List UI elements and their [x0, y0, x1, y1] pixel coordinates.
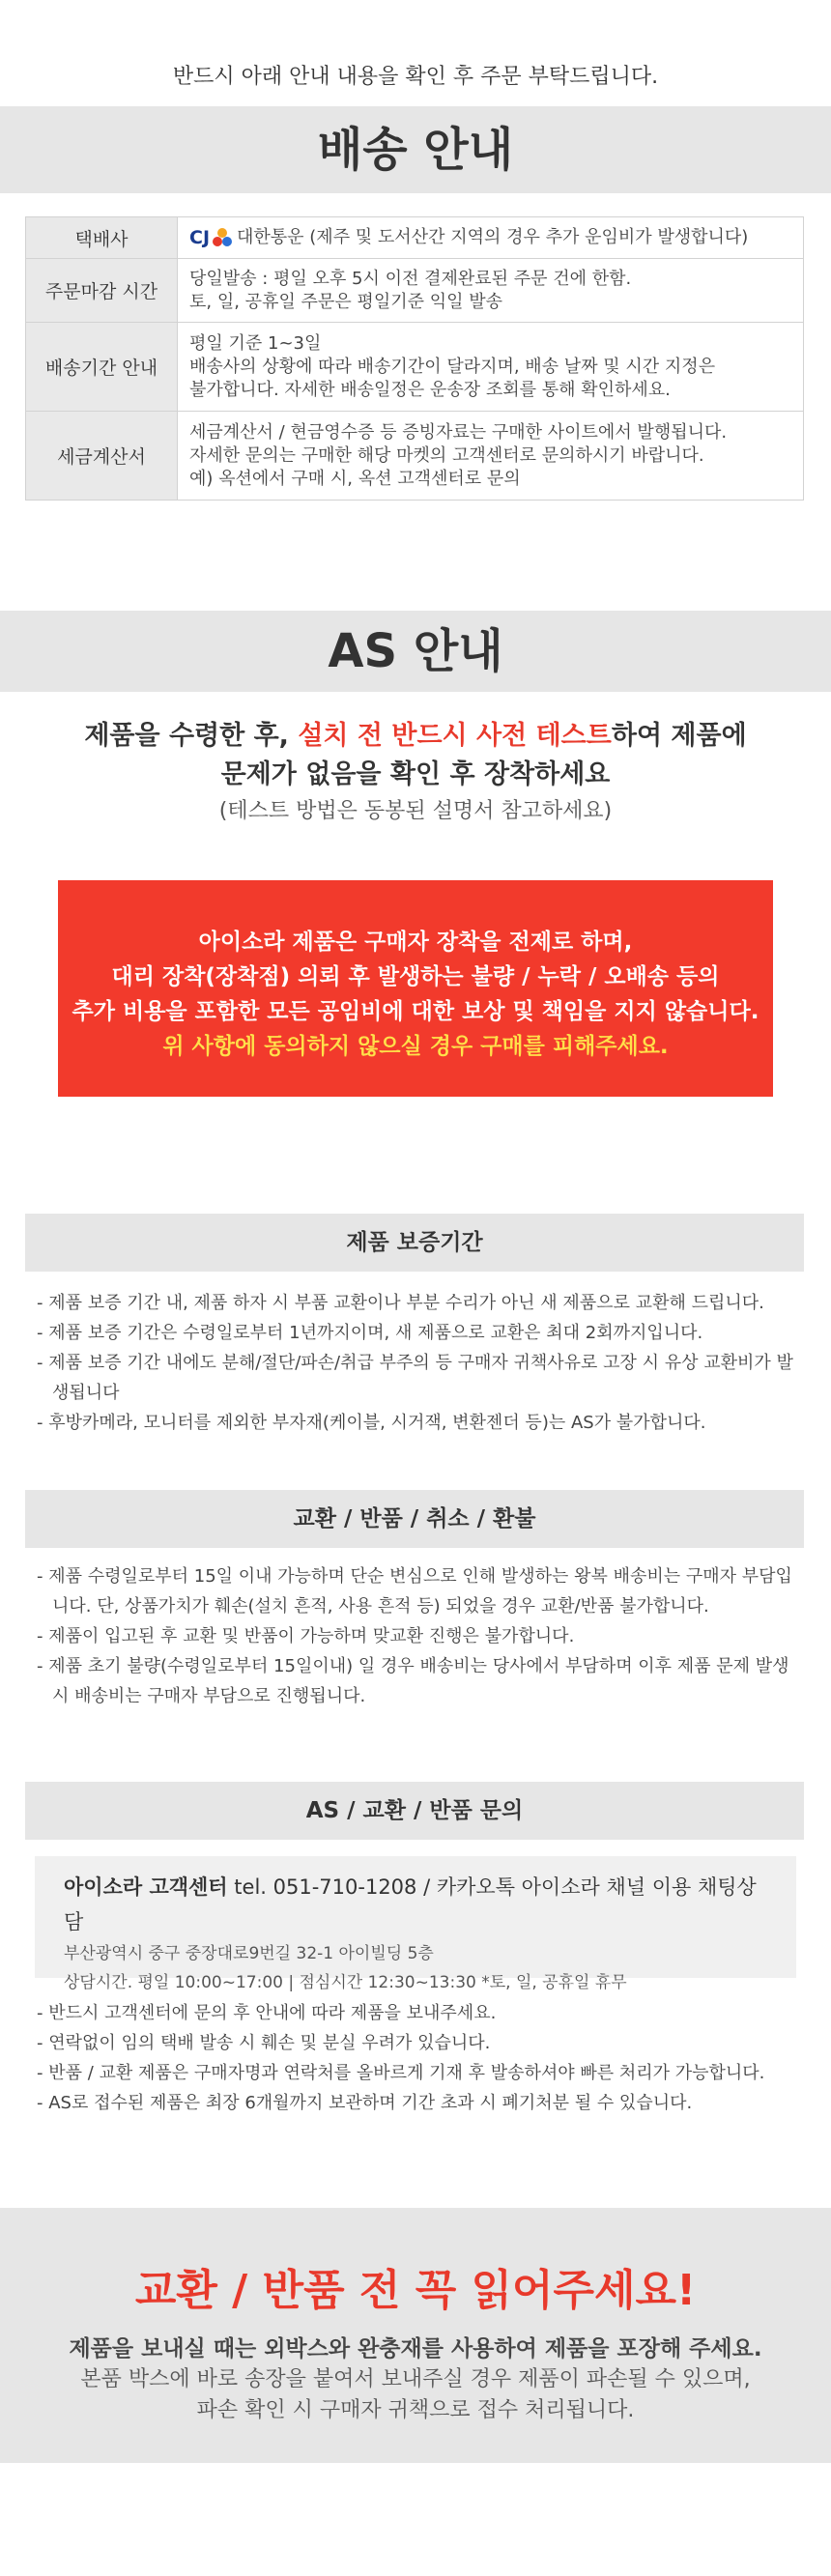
final-title: 교환 / 반품 전 꼭 읽어주세요!	[134, 2266, 697, 2315]
contact-line	[64, 1870, 767, 1939]
list-item: - 연락없이 임의 택배 발송 시 훼손 및 분실 우려가 있습니다.	[37, 2033, 491, 2053]
as-lead-line2: 문제가 없음을 확인 후 장착하세요	[220, 759, 611, 789]
warning-yellow-line: 위 사항에 동의하지 않으실 경우 구매를 피해주세요.	[162, 1034, 669, 1059]
final-line2: 본품 박스에 바로 송장을 붙여서 보내주실 경우 제품이 파손될 수 있으며,	[80, 2367, 751, 2391]
cj-logo-icon	[212, 227, 233, 248]
warranty-list	[37, 1288, 800, 1438]
final-line1: 제품을 보내실 때는 외박스와 완충재를 사용하여 제품을 포장해 주세요.	[69, 2336, 762, 2361]
order-notice: 반드시 아래 안내 내용을 확인 후 주문 부탁드립니다.	[172, 65, 659, 89]
center-name: 아이소라 고객센터	[64, 1875, 228, 1899]
warning-box	[58, 880, 773, 1097]
list-item: - 제품 보증 기간은 수령일로부터 1년까지이며, 새 제품으로 교환은 최대 2회까지입니다.	[37, 1323, 703, 1343]
table-row	[26, 323, 804, 412]
list-item: - 제품 보증 기간 내, 제품 하자 시 부품 교환이나 부분 수리가 아닌 새 제품으로 교환해 드립니다.	[37, 1293, 764, 1313]
inquiry-title: AS / 교환 / 반품 문의	[25, 1782, 804, 1840]
list-item: - 제품이 입고된 후 교환 및 반품이 가능하며 맞교환 진행은 불가합니다.	[37, 1626, 575, 1646]
list-item: - 제품 보증 기간 내에도 분해/절단/파손/취급 부주의 등 구매자 귀책사유로 고장 시 유상 교환비가 발생됩니다	[37, 1353, 793, 1403]
shipping-table	[25, 216, 804, 501]
row-label: 배송기간 안내	[26, 323, 178, 412]
returns-title: 교환 / 반품 / 취소 / 환불	[25, 1490, 804, 1548]
row-line: 세금계산서 / 현금영수증 등 증빙자료는 구매한 사이트에서 발행됩니다.	[189, 421, 728, 443]
final-notice	[0, 2208, 831, 2463]
carrier	[189, 226, 748, 249]
warning-line: 추가 비용을 포함한 모든 공임비에 대한 보상 및 책임을 지지 않습니다.	[72, 999, 759, 1024]
final-line3: 파손 확인 시 구매자 귀책으로 접수 처리됩니다.	[196, 2398, 635, 2422]
returns-list	[37, 1561, 800, 1711]
row-line: 예) 옥션에서 구매 시, 옥션 고객센터로 문의	[189, 468, 521, 489]
as-lead-highlight: 설치 전 반드시 사전 테스트	[298, 721, 612, 751]
warranty-title: 제품 보증기간	[25, 1214, 804, 1272]
shipping-title: 배송 안내	[0, 106, 831, 193]
as-lead-line1	[0, 717, 831, 756]
list-item: - 후방카메라, 모니터를 제외한 부자재(케이블, 시거잭, 변환젠더 등)는 AS가 불가합니다.	[37, 1413, 706, 1433]
table-row	[26, 217, 804, 259]
row-label: 주문마감 시간	[26, 259, 178, 323]
cj-label: CJ	[189, 226, 211, 248]
row-label: 세금계산서	[26, 412, 178, 501]
contact-box	[35, 1856, 796, 1992]
row-line: 당일발송 : 평일 오후 5시 이전 결제완료된 주문 건에 한함.	[189, 268, 632, 289]
table-row	[26, 259, 804, 323]
list-item: - AS로 접수된 제품은 최장 6개월까지 보관하며 기간 초과 시 폐기처분 될 수 있습니다.	[37, 2093, 693, 2113]
list-item: - 반드시 고객센터에 문의 후 안내에 따라 제품을 보내주세요.	[37, 2003, 497, 2023]
row-value	[178, 323, 804, 412]
row-value	[178, 259, 804, 323]
as-lead-pre: 제품을 수령한 후,	[84, 721, 299, 751]
list-item: - 제품 초기 불량(수령일로부터 15일이내) 일 경우 배송비는 당사에서 부담하며 이후 제품 문제 발생 시 배송비는 구매자 부담으로 진행됩니다.	[37, 1656, 789, 1706]
table-row	[26, 412, 804, 501]
warning-line: 대리 장착(장착점) 의뢰 후 발생하는 불량 / 누락 / 오배송 등의	[111, 964, 720, 989]
phone-number[interactable]: tel. 051-710-1208	[234, 1875, 417, 1899]
as-sub: (테스트 방법은 동봉된 설명서 참고하세요)	[218, 799, 613, 823]
contact-address: 부산광역시 중구 중장대로9번길 32-1 아이빌딩 5층	[64, 1944, 434, 1963]
list-item: - 반품 / 교환 제품은 구매자명과 연락처를 올바르게 기재 후 발송하셔야 빠른 처리가 가능합니다.	[37, 2063, 765, 2083]
carrier-name: 대한통운 (제주 및 도서산간 지역의 경우 추가 운임비가 발생합니다)	[237, 226, 749, 247]
as-title: AS 안내	[0, 611, 831, 692]
row-line: 토, 일, 공휴일 주문은 평일기준 익일 발송	[189, 291, 502, 312]
list-item: - 제품 수령일로부터 15일 이내 가능하며 단순 변심으로 인해 발생하는 왕복 배송비는 구매자 부담입니다. 단, 상품가치가 훼손(설치 흔적, 사용 흔적 등) 되었을 경우 교환/반품 불가합니다.	[37, 1566, 792, 1617]
inquiry-list	[37, 1998, 800, 2118]
warning-line: 아이소라 제품은 구매자 장착을 전제로 하며,	[198, 930, 633, 955]
row-value	[178, 217, 804, 259]
contact-hours: 상담시간. 평일 10:00~17:00 | 점심시간 12:30~13:30 *토, 일, 공휴일 휴무	[64, 1973, 627, 1992]
row-line: 배송사의 상황에 따라 배송기간이 달라지며, 배송 날짜 및 시간 지정은	[189, 356, 716, 377]
row-label: 택배사	[26, 217, 178, 259]
as-lead	[0, 717, 831, 794]
row-line: 평일 기준 1~3일	[189, 332, 322, 354]
kakao-channel: / 카카오톡 아이소라 채널 이용 채팅상담	[64, 1875, 757, 1933]
as-lead-post: 하여 제품에	[611, 721, 747, 751]
row-line: 자세한 문의는 구매한 해당 마켓의 고객센터로 문의하시기 바랍니다.	[189, 444, 704, 466]
row-line: 불가합니다. 자세한 배송일정은 운송장 조회를 통해 확인하세요.	[189, 379, 671, 400]
row-value	[178, 412, 804, 501]
